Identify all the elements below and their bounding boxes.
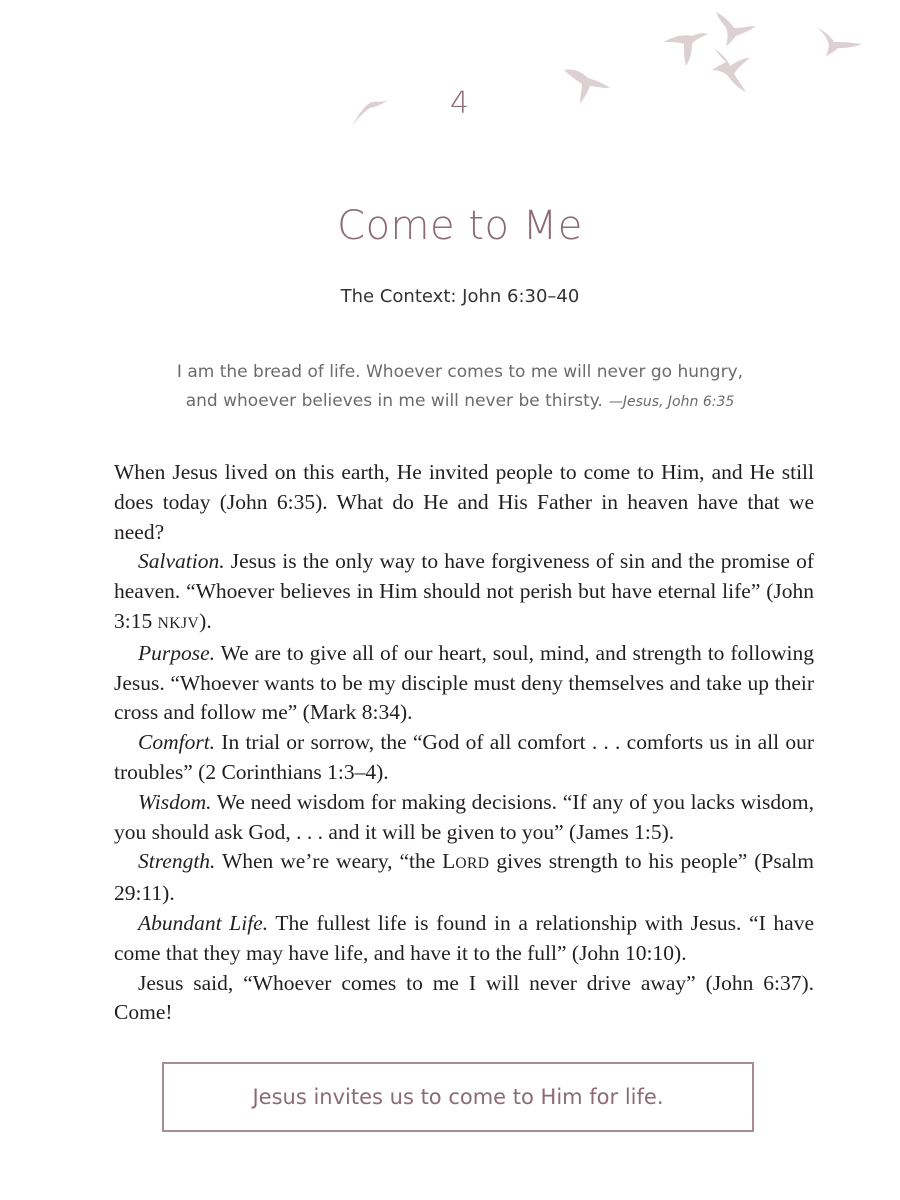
bird-icon <box>818 28 862 56</box>
chapter-title: Come to Me <box>337 203 583 249</box>
epigraph-line-1: I am the bread of life. Whoever comes to me will never go hungry, <box>176 362 744 382</box>
epigraph-attribution: —Jesus, John 6:35 <box>608 394 735 410</box>
epigraph-line-2 <box>100 387 820 417</box>
wisdom-term: Wisdom. <box>138 789 212 814</box>
strength-text-end: gives strength to his people” (Psalm 29:11). <box>114 849 814 906</box>
comfort-term: Comfort. <box>138 730 216 755</box>
salvation-term: Salvation. <box>138 549 225 574</box>
salvation-paragraph <box>114 547 814 638</box>
epigraph <box>100 358 820 417</box>
strength-paragraph <box>114 847 814 909</box>
bible-version-label: NKJV <box>157 614 200 632</box>
salvation-text: Jesus is the only way to have forgiveness of sin and the promise of heaven. “Whoever believes in Him should not perish but have eternal life” (John 3:15 <box>114 549 814 633</box>
strength-text: When we’re weary, “the L <box>215 849 456 874</box>
salvation-text-end: ). <box>199 608 212 633</box>
purpose-paragraph <box>114 639 814 728</box>
bird-icon <box>716 12 756 46</box>
purpose-term: Purpose. <box>138 640 216 665</box>
intro-paragraph: When Jesus lived on this earth, He invited people to come to Him, and He still does today (John 6:35). What do He and His Father in heaven have that we need? <box>114 460 814 544</box>
comfort-text: In trial or sorrow, the “God of all comfort . . . comforts us in all our troubles” (2 Corinthians 1:3–4). <box>114 730 814 784</box>
body-text <box>114 458 814 1028</box>
wisdom-paragraph <box>114 788 814 848</box>
strength-term: Strength. <box>138 849 216 874</box>
abundant-life-text: The fullest life is found in a relationship with Jesus. “I have come that they may have life, and have it to the full” (John 10:10). <box>114 910 814 965</box>
epigraph-line-2-text: and whoever believes in me will never be thirsty. <box>185 391 603 411</box>
closing-paragraph: Jesus said, “Whoever comes to me I will never drive away” (John 6:37). Come! <box>114 970 814 1025</box>
purpose-text: We are to give all of our heart, soul, mind, and strength to following Jesus. “Whoever wants to be my disciple must deny themselves and take up their cross and follow me” (Mark 8:34). <box>114 640 814 725</box>
chapter-context: The Context: John 6:30–40 <box>340 286 580 307</box>
comfort-paragraph <box>114 728 814 788</box>
wisdom-text: We need wisdom for making decisions. “If any of you lacks wisdom, you should ask God, . . . and it will be given to you” (James 1:5). <box>114 789 814 844</box>
key-takeaway-box <box>162 1062 754 1132</box>
key-takeaway-text: Jesus invites us to come to Him for life. <box>252 1085 664 1109</box>
chapter-number: 4 <box>449 86 471 121</box>
lord-small-caps: ORD <box>455 855 490 873</box>
bird-icon <box>664 33 708 66</box>
abundant-life-paragraph <box>114 909 814 969</box>
abundant-life-term: Abundant Life. <box>138 910 269 935</box>
